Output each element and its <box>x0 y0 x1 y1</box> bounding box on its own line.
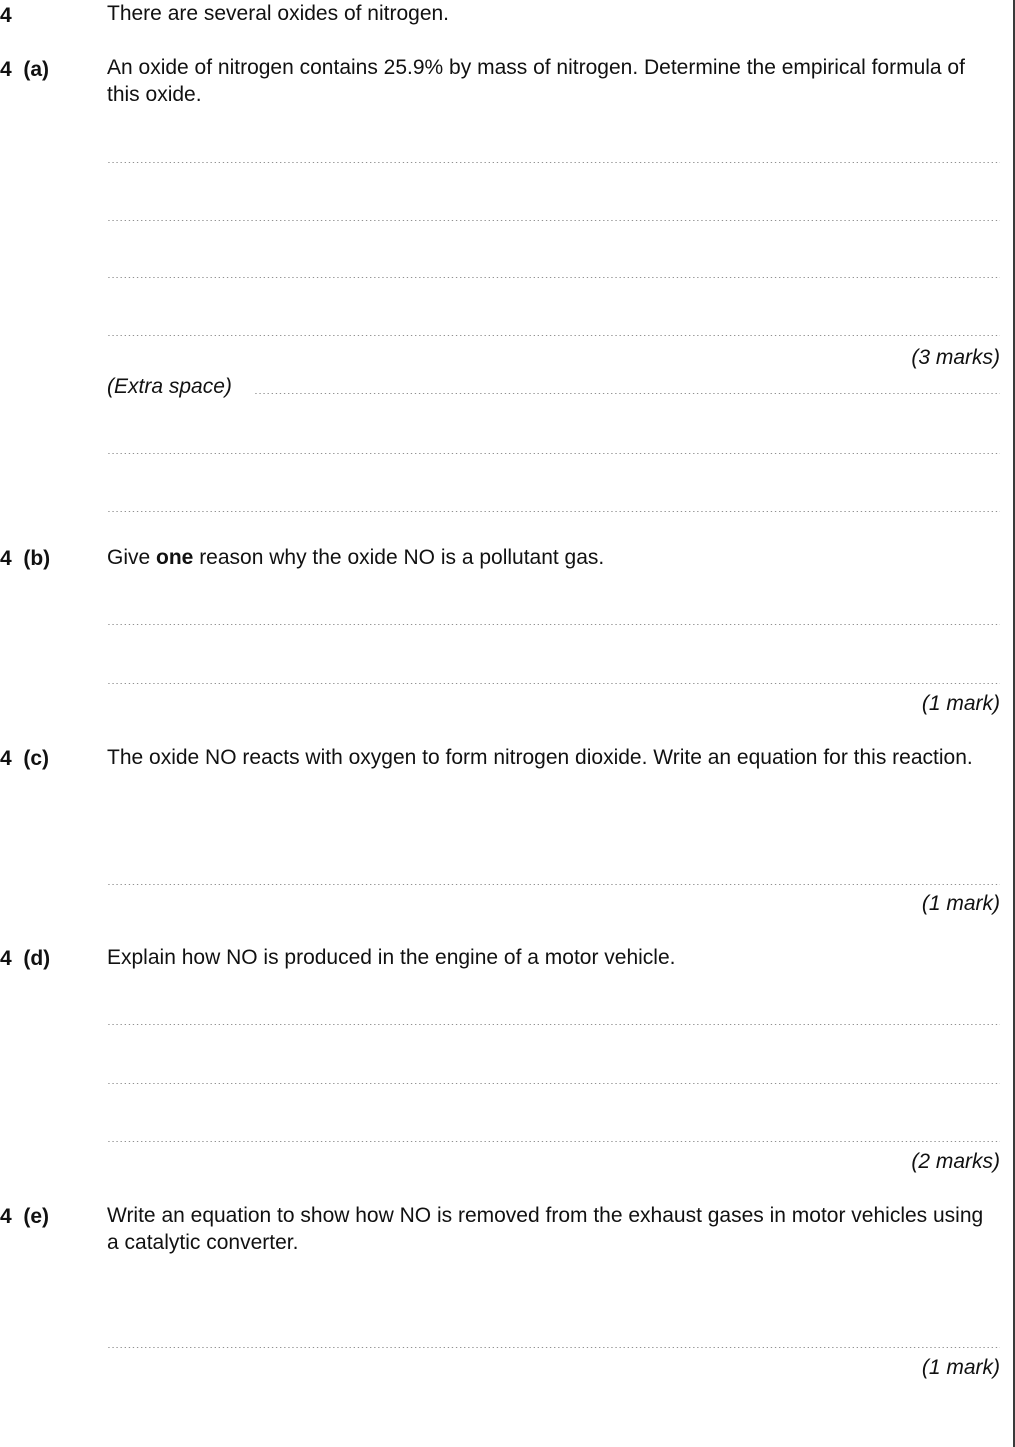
extra-space-label: (Extra space) <box>107 375 232 398</box>
answer-line[interactable] <box>107 1017 1000 1025</box>
part-c-text: The oxide NO reacts with oxygen to form nitrogen dioxide. Write an equation for this reaction. <box>107 746 973 769</box>
answer-line[interactable] <box>107 504 1000 512</box>
part-b-text-bold: one <box>156 546 194 569</box>
answer-line[interactable] <box>254 386 1000 394</box>
part-c-label: 4 (c) <box>0 747 50 770</box>
part-a-label: 4 (a) <box>0 58 50 81</box>
question-number: 4 <box>0 4 12 27</box>
part-e-text: Write an equation to show how NO is removed from the exhaust gases in motor vehicles using a catalytic converter. <box>107 1204 984 1254</box>
part-e-label: 4 (e) <box>0 1205 50 1228</box>
answer-line[interactable] <box>107 1076 1000 1084</box>
answer-line[interactable] <box>107 446 1000 454</box>
answer-line[interactable] <box>107 877 1000 885</box>
part-d-label: 4 (d) <box>0 947 51 970</box>
answer-line[interactable] <box>107 270 1000 278</box>
answer-line[interactable] <box>107 213 1000 221</box>
answer-line[interactable] <box>107 1340 1000 1348</box>
answer-line[interactable] <box>107 617 1000 625</box>
part-b-text <box>107 544 987 571</box>
part-e-marks: (1 mark) <box>921 1356 1000 1379</box>
part-c-marks: (1 mark) <box>921 892 1000 915</box>
answer-line[interactable] <box>107 676 1000 684</box>
part-d-text: Explain how NO is produced in the engine of a motor vehicle. <box>107 946 676 969</box>
part-a-marks: (3 marks) <box>911 346 1000 369</box>
question-intro: There are several oxides of nitrogen. <box>107 2 450 25</box>
part-b-text-end: reason why the oxide NO is a pollutant gas. <box>193 546 605 569</box>
answer-line[interactable] <box>107 328 1000 336</box>
part-b-text-start: Give <box>107 546 157 569</box>
part-b-marks: (1 mark) <box>921 692 1000 715</box>
answer-line[interactable] <box>107 155 1000 163</box>
part-a-text: An oxide of nitrogen contains 25.9% by mass of nitrogen. Determine the empirical formula of this oxide. <box>107 56 965 106</box>
part-d-marks: (2 marks) <box>911 1150 1000 1173</box>
answer-line[interactable] <box>107 1134 1000 1142</box>
part-b-label: 4 (b) <box>0 547 51 570</box>
